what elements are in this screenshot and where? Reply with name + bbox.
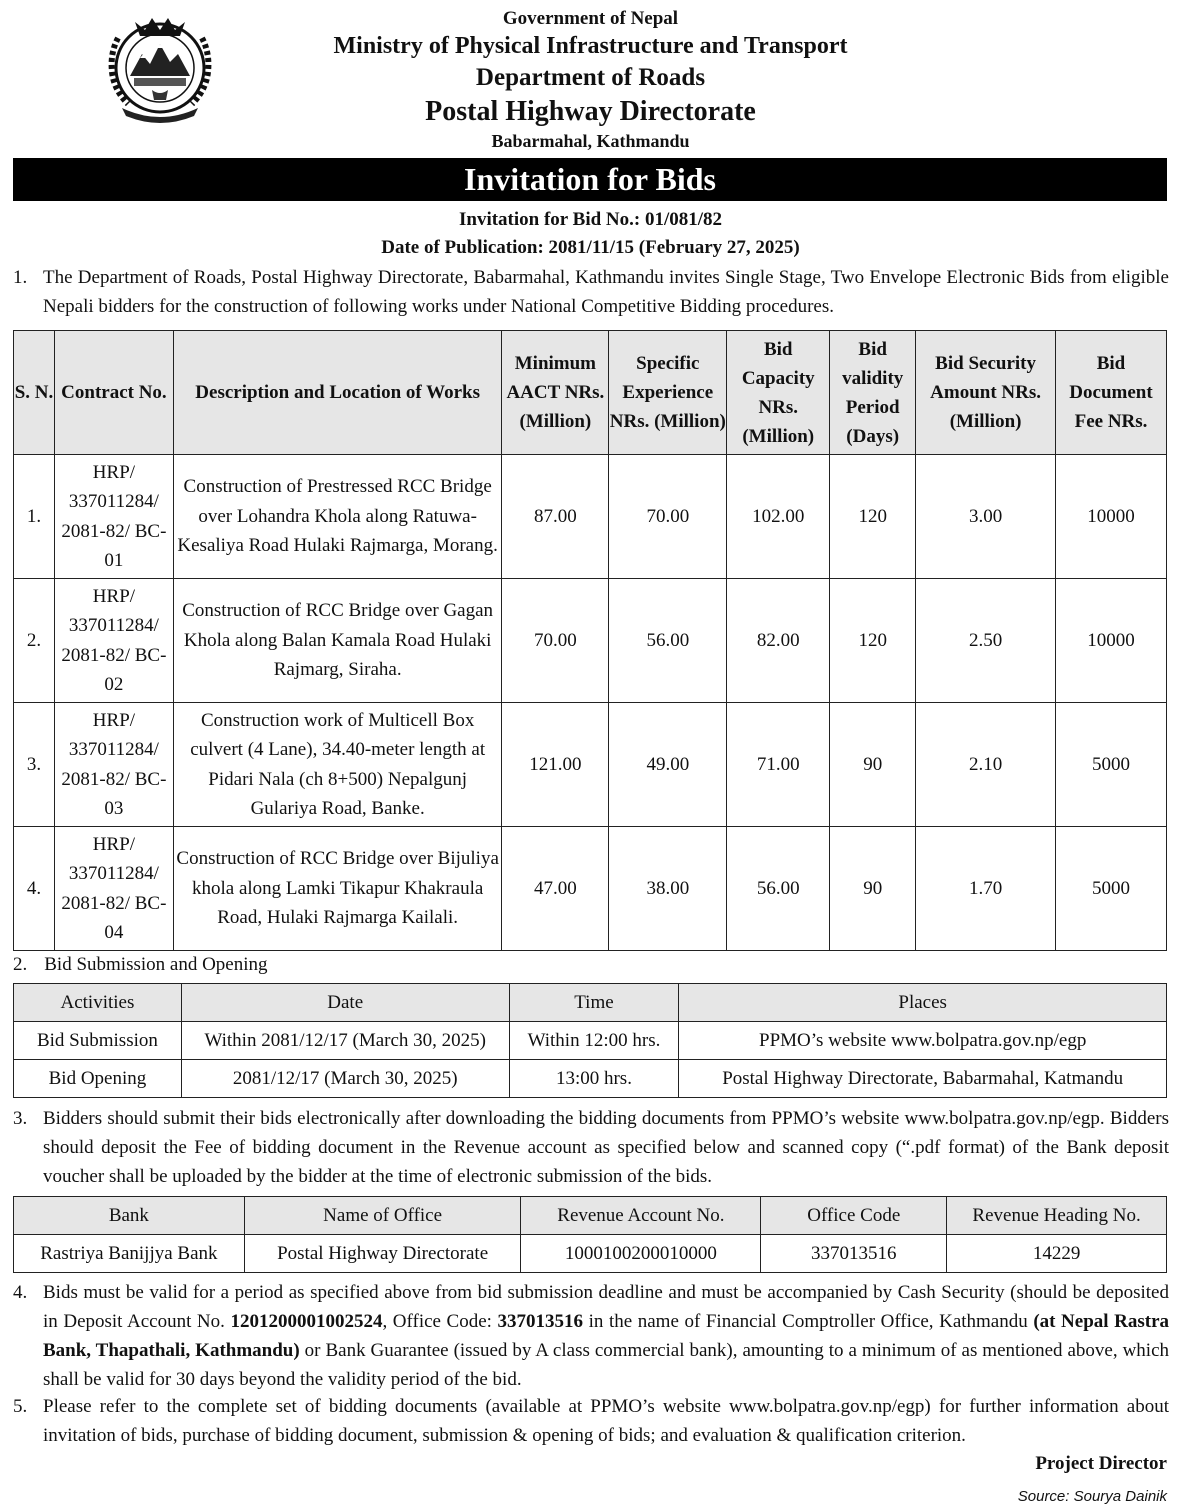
cell-aact: 70.00 (502, 579, 609, 703)
cell-contract: HRP/ 337011284/ 2081-82/ BC-02 (54, 579, 173, 703)
cell-activity: Bid Submission (14, 1022, 182, 1060)
paragraph-number: 3. (13, 1108, 28, 1129)
header-contract-no: Contract No. (54, 331, 173, 455)
cell-date: 2081/12/17 (March 30, 2025) (181, 1060, 509, 1098)
cell-bank: Rastriya Banijjya Bank (14, 1235, 245, 1273)
table-row (14, 455, 1167, 579)
cell-date: Within 2081/12/17 (March 30, 2025) (181, 1022, 509, 1060)
paragraph-text: Bidders should submit their bids electronically after downloading the bidding documents from PPMO’s website www.bolpatra.gov.np/egp. Bidders should deposit the Fee of bidding document in the Revenue account as specified below and scanned copy (“.pdf format) of the Bank deposit voucher shall be uploaded by the bidder at the time of electronic submission of the bids. (43, 1108, 1169, 1187)
paragraph-5 (13, 1392, 1169, 1450)
header-bid-capacity: Bid Capacity NRs. (Million) (727, 331, 830, 455)
schedule-table (13, 983, 1167, 1098)
header-government: Government of Nepal (502, 8, 679, 29)
cell-experience: 70.00 (609, 455, 727, 579)
header-activities: Activities (14, 984, 182, 1022)
header-bank: Bank (14, 1197, 245, 1235)
table-row (14, 1235, 1167, 1273)
header-address: Babarmahal, Kathmandu (491, 131, 690, 151)
text-segment: , Office Code: (382, 1311, 498, 1332)
paragraph-text (43, 1278, 1169, 1394)
paragraph-3 (13, 1104, 1169, 1191)
cell-contract: HRP/ 337011284/ 2081-82/ BC-01 (54, 455, 173, 579)
cell-security: 1.70 (916, 827, 1056, 951)
cell-account: 1000100200010000 (521, 1235, 761, 1273)
page-title-banner: Invitation for Bids (13, 158, 1167, 201)
cell-time: 13:00 hrs. (509, 1060, 679, 1098)
cell-capacity: 82.00 (727, 579, 830, 703)
cell-security: 2.10 (916, 703, 1056, 827)
signature: Project Director (1035, 1453, 1167, 1474)
bank-table (13, 1196, 1167, 1273)
header-office: Name of Office (244, 1197, 521, 1235)
section-label: Bid Submission and Opening (44, 954, 268, 975)
header-bid-security: Bid Security Amount NRs. (Million) (916, 331, 1056, 455)
cell-experience: 38.00 (609, 827, 727, 951)
paragraph-text: Please refer to the complete set of bidding documents (available at PPMO’s website www.bolpatra.gov.np/egp) for further information about invitation of bids, purchase of bidding document, submission & opening of bids; and evaluation & qualification criterion. (43, 1396, 1169, 1446)
cell-fee: 10000 (1056, 579, 1167, 703)
cell-capacity: 56.00 (727, 827, 830, 951)
works-header-row (14, 331, 1167, 455)
header-min-aact: Minimum AACT NRs. (Million) (502, 331, 609, 455)
cell-validity: 90 (830, 827, 916, 951)
cell-sn: 4. (14, 827, 55, 951)
cell-aact: 87.00 (502, 455, 609, 579)
publication-date: Date of Publication: 2081/11/15 (February 27, 2025) (381, 237, 800, 258)
text-segment: Bids must be valid for a period as specified above from bid submission deadline and must be accompanied by Cash Security (should be deposited in Deposit Account No. (43, 1282, 1169, 1332)
cell-experience: 56.00 (609, 579, 727, 703)
schedule-header-row (14, 984, 1167, 1022)
cell-validity: 120 (830, 455, 916, 579)
cell-place: Postal Highway Directorate, Babarmahal, Katmandu (679, 1060, 1167, 1098)
cell-capacity: 102.00 (727, 455, 830, 579)
table-row (14, 1022, 1167, 1060)
table-row (14, 827, 1167, 951)
table-row (14, 1060, 1167, 1098)
header-specific-experience: Specific Experience NRs. (Million) (609, 331, 727, 455)
paragraph-text: The Department of Roads, Postal Highway Directorate, Babarmahal, Kathmandu invites Single Stage, Two Envelope Electronic Bids from eligible Nepali bidders for the construction of following works under National Competitive Bidding procedures. (43, 267, 1169, 317)
header-time: Time (509, 984, 679, 1022)
paragraph-number: 5. (13, 1396, 28, 1417)
bank-location: (at Nepal Rastra Bank, Thapathali, Kathmandu) (43, 1311, 1170, 1361)
cell-contract: HRP/ 337011284/ 2081-82/ BC-04 (54, 827, 173, 951)
table-row (14, 703, 1167, 827)
cell-description: Construction of RCC Bridge over Gagan Khola along Balan Kamala Road Hulaki Rajmarg, Siraha. (173, 579, 502, 703)
text-segment: or Bank Guarantee (issued by A class commercial bank), amounting to a minimum of as mentioned above, which shall be valid for 30 days beyond the validity period of the bid. (43, 1340, 1169, 1390)
header-directorate: Postal Highway Directorate (425, 96, 756, 127)
cell-sn: 1. (14, 455, 55, 579)
table-row (14, 579, 1167, 703)
cell-validity: 90 (830, 703, 916, 827)
cell-sn: 3. (14, 703, 55, 827)
source-credit: Source: Sourya Dainik (1017, 1488, 1167, 1505)
cell-sn: 2. (14, 579, 55, 703)
cell-aact: 47.00 (502, 827, 609, 951)
header-places: Places (679, 984, 1167, 1022)
cell-capacity: 71.00 (727, 703, 830, 827)
bank-header-row (14, 1197, 1167, 1235)
paragraph-number: 1. (13, 267, 28, 288)
paragraph-4 (13, 1278, 1169, 1394)
cell-security: 3.00 (916, 455, 1056, 579)
header-department: Department of Roads (475, 64, 706, 91)
cell-security: 2.50 (916, 579, 1056, 703)
header-office-code: Office Code (761, 1197, 947, 1235)
paragraph-1 (13, 263, 1169, 321)
header-account: Revenue Account No. (521, 1197, 761, 1235)
section-number: 2. (13, 954, 28, 975)
header-date: Date (181, 984, 509, 1022)
cell-place: PPMO’s website www.bolpatra.gov.np/egp (679, 1022, 1167, 1060)
paragraph-number: 4. (13, 1282, 28, 1303)
cell-activity: Bid Opening (14, 1060, 182, 1098)
header-sn: S. N. (14, 331, 55, 455)
header-doc-fee: Bid Document Fee NRs. (1056, 331, 1167, 455)
header-description: Description and Location of Works (173, 331, 502, 455)
cell-fee: 5000 (1056, 703, 1167, 827)
cell-time: Within 12:00 hrs. (509, 1022, 679, 1060)
cell-contract: HRP/ 337011284/ 2081-82/ BC-03 (54, 703, 173, 827)
header-revenue-heading: Revenue Heading No. (947, 1197, 1167, 1235)
cell-description: Construction of RCC Bridge over Bijuliya khola along Lamki Tikapur Khakraula Road, Hulaki Rajmarga Kailali. (173, 827, 502, 951)
header-bid-validity: Bid validity Period (Days) (830, 331, 916, 455)
cell-experience: 49.00 (609, 703, 727, 827)
cell-fee: 10000 (1056, 455, 1167, 579)
cell-revenue-heading: 14229 (947, 1235, 1167, 1273)
cell-description: Construction work of Multicell Box culvert (4 Lane), 34.40-meter length at Pidari Nala (ch 8+500) Nepalgunj Gulariya Road, Banke. (173, 703, 502, 827)
cell-office: Postal Highway Directorate (244, 1235, 521, 1273)
works-table (13, 330, 1167, 951)
header-ministry: Ministry of Physical Infrastructure and Transport (333, 33, 848, 59)
cell-validity: 120 (830, 579, 916, 703)
cell-aact: 121.00 (502, 703, 609, 827)
bid-number: Invitation for Bid No.: 01/081/82 (458, 209, 723, 230)
cell-fee: 5000 (1056, 827, 1167, 951)
cell-office-code: 337013516 (761, 1235, 947, 1273)
deposit-account-number: 1201200001002524 (230, 1311, 383, 1332)
office-code: 337013516 (497, 1311, 584, 1332)
section-2-heading (13, 954, 268, 976)
cell-description: Construction of Prestressed RCC Bridge over Lohandra Khola along Ratuwa- Kesaliya Road Hulaki Rajmarga, Morang. (173, 455, 502, 579)
text-segment: in the name of Financial Comptroller Office, Kathmandu (583, 1311, 1034, 1332)
